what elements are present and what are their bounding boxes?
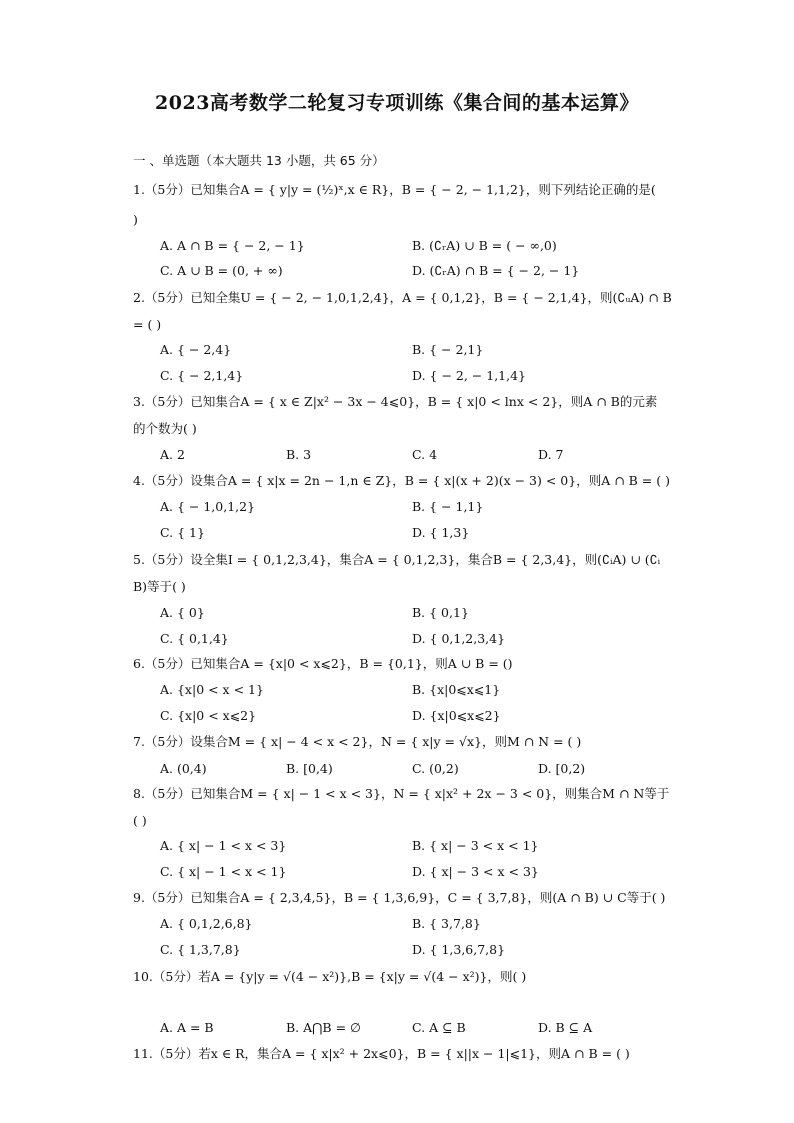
question-5-line-1: 5.（5分）设全集I = { 0,1,2,3,4}，集合A = { 0,1,2,3}，集合B = { 2,3,4}，则(∁ᵢA) ∪ (∁ᵢ (133, 552, 661, 567)
question-2-line-2: = ( ) (133, 317, 162, 332)
question-8-option-c: C. { x| − 1 < x < 1} (160, 864, 287, 879)
question-8-option-d: D. { x| − 3 < x < 3} (412, 864, 539, 879)
question-1-option-b: B. (∁ᵣA) ∪ B = ( − ∞,0) (412, 238, 557, 253)
question-4-option-b: B. { − 1,1} (412, 499, 484, 514)
question-9-line-1: 9.（5分）已知集合A = { 2,3,4,5}，B = { 1,3,6,9}，C = { 3,7,8}，则(A ∩ B) ∪ C等于( ) (133, 890, 666, 905)
question-6-option-a: A. {x|0 < x < 1} (160, 682, 264, 697)
question-7-option-c: C. (0,2) (412, 761, 459, 776)
question-1-option-c: C. A ∪ B = (0, + ∞) (160, 263, 283, 278)
question-10-option-d: D. B ⊆ A (538, 1020, 593, 1035)
document-title: 2023高考数学二轮复习专项训练《集合间的基本运算》 (155, 92, 639, 114)
question-2-option-c: C. { − 2,1,4} (160, 368, 244, 383)
question-1-line-1: 1.（5分）已知集合A = { y|y = (½)ˣ,x ∈ R}，B = { − 2, − 1,1,2}，则下列结论正确的是( (133, 182, 656, 197)
question-11-line-1: 11.（5分）若x ∈ R，集合A = { x|x² + 2x⩽0}，B = { x||x − 1|⩽1}，则A ∩ B = ( ) (133, 1046, 630, 1061)
section-header: 一 、单选题（本大题共 13 小题，共 65 分） (133, 153, 385, 168)
question-6-option-d: D. {x|0⩽x⩽2} (412, 708, 501, 723)
question-2-line-1: 2.（5分）已知全集U = { − 2, − 1,0,1,2,4}，A = { 0,1,2}，B = { − 2,1,4}，则(∁ᵤA) ∩ B (133, 290, 672, 305)
question-9-option-c: C. { 1,3,7,8} (160, 942, 241, 957)
question-2-option-d: D. { − 2, − 1,1,4} (412, 368, 527, 383)
question-4-option-c: C. { 1} (160, 525, 205, 540)
question-5-option-c: C. { 0,1,4} (160, 631, 229, 646)
question-9-option-a: A. { 0,1,2,6,8} (160, 916, 253, 931)
question-8-line-1: 8.（5分）已知集合M = { x| − 1 < x < 3}，N = { x|x² + 2x − 3 < 0}，则集合M ∩ N等于 (133, 786, 670, 801)
question-1-line-2: ) (133, 212, 138, 227)
question-10-option-c: C. A ⊆ B (412, 1020, 466, 1035)
question-4-option-d: D. { 1,3} (412, 525, 470, 540)
question-8-line-2: ( ) (133, 813, 147, 828)
question-10-line-1: 10.（5分）若A = {y|y = √(4 − x²)},B = {x|y = √(4 − x²)}，则( ) (133, 969, 527, 984)
question-5-option-b: B. { 0,1} (412, 605, 469, 620)
question-7-option-a: A. (0,4) (160, 761, 207, 776)
question-6-option-c: C. {x|0 < x⩽2} (160, 708, 257, 723)
question-3-option-c: C. 4 (412, 447, 438, 462)
question-2-option-a: A. { − 2,4} (160, 342, 232, 357)
question-8-option-a: A. { x| − 1 < x < 3} (160, 838, 287, 853)
question-10-option-a: A. A = B (160, 1020, 214, 1035)
question-9-option-b: B. { 3,7,8} (412, 916, 481, 931)
question-8-option-b: B. { x| − 3 < x < 1} (412, 838, 539, 853)
question-6-line-1: 6.（5分）已知集合A = {x|0 < x⩽2}，B = {0,1}，则A ∪ B = () (133, 656, 513, 671)
question-5-option-a: A. { 0} (160, 605, 205, 620)
question-1-option-d: D. (∁ᵣA) ∩ B = { − 2, − 1} (412, 263, 580, 278)
question-7-option-d: D. [0,2) (538, 761, 586, 776)
question-4-option-a: A. { − 1,0,1,2} (160, 499, 256, 514)
question-3-line-2: 的个数为( ) (133, 421, 197, 436)
question-5-line-2: B)等于( ) (133, 579, 186, 594)
question-3-option-d: D. 7 (538, 447, 564, 462)
question-2-option-b: B. { − 2,1} (412, 342, 484, 357)
question-5-option-d: D. { 0,1,2,3,4} (412, 631, 506, 646)
question-6-option-b: B. {x|0⩽x⩽1} (412, 682, 501, 697)
question-7-line-1: 7.（5分）设集合M = { x| − 4 < x < 2}，N = { x|y = √x}，则M ∩ N = ( ) (133, 734, 582, 749)
question-3-line-1: 3.（5分）已知集合A = { x ∈ Z|x² − 3x − 4⩽0}，B = { x|0 < lnx < 2}，则A ∩ B的元素 (133, 394, 658, 409)
question-9-option-d: D. { 1,3,6,7,8} (412, 942, 506, 957)
question-3-option-a: A. 2 (160, 447, 185, 462)
question-3-option-b: B. 3 (286, 447, 312, 462)
question-4-line-1: 4.（5分）设集合A = { x|x = 2n − 1,n ∈ Z}，B = { x|(x + 2)(x − 3) < 0}，则A ∩ B = ( ) (133, 473, 670, 488)
question-1-option-a: A. A ∩ B = { − 2, − 1} (160, 238, 305, 253)
question-10-option-b: B. A⋂B = ∅ (286, 1020, 361, 1035)
question-7-option-b: B. [0,4) (286, 761, 333, 776)
